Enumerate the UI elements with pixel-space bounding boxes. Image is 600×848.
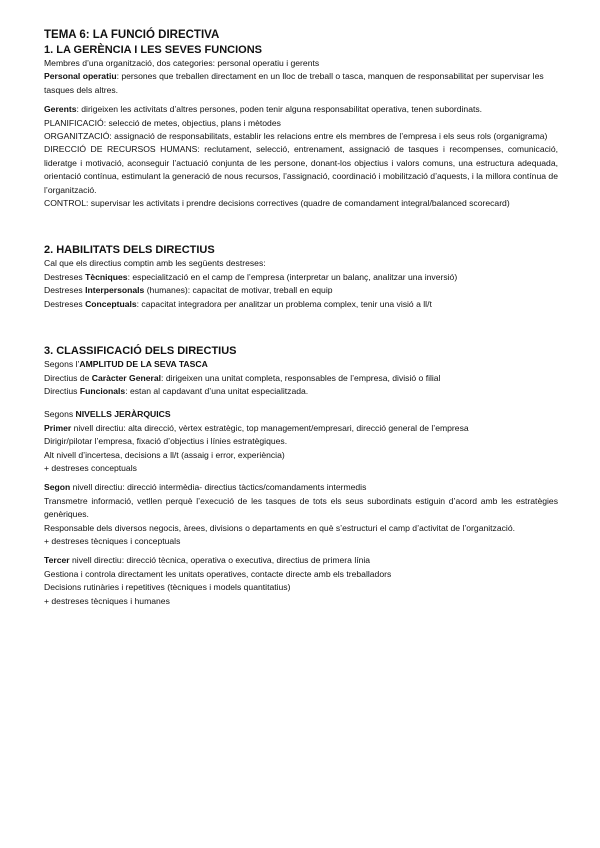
destreses-prefix: Destreses	[44, 298, 86, 309]
funcionals-line	[44, 385, 558, 398]
nivells-line	[44, 408, 558, 421]
section-1-heading: 1. LA GERÈNCIA I LES SEVES FUNCIONS	[44, 44, 262, 56]
primer-term: Primer	[44, 422, 72, 433]
general-prefix: Directius de	[44, 372, 92, 383]
primer-line-2: Alt nivell d’incertesa, decisions a ll/t (assaig i error, experiència)	[44, 449, 285, 460]
document-title: TEMA 6: LA FUNCIÓ DIRECTIVA	[44, 29, 220, 41]
tercer-nivell-line	[44, 554, 558, 567]
amplitud-line	[44, 358, 558, 371]
destreses-interpersonals-term: Interpersonals	[85, 285, 145, 296]
segon-term: Segon	[44, 482, 71, 493]
section-2-intro: Cal que els directius comptin amb les següents destreses:	[44, 258, 266, 269]
gerents-text: : dirigeixen les activitats d’altres persones, poden tenir alguna responsabilitat operativa, tenen subordinats.	[76, 104, 483, 115]
control-paragraph: CONTROL: supervisar les activitats i prendre decisions correctives (quadre de comandament integral/balanced scorecard)	[44, 198, 510, 209]
destreses-tecniques-term: Tècniques	[85, 271, 128, 282]
destreses-conceptuals-term: Conceptuals	[85, 298, 137, 309]
segon-line-2: Responsable dels diversos negocis, àrees, divisions o departaments en què s’estructuri el camp d’activitat de l’organització.	[44, 522, 515, 533]
tercer-line-3: + destreses tècniques i humanes	[44, 595, 170, 606]
segon-text: nivell directiu: direcció intermèdia- directius tàctics/comandaments intermedis	[70, 482, 367, 493]
primer-text: nivell directiu: alta direcció, vèrtex estratègic, top management/empresari, direcció general de l’empresa	[71, 422, 469, 433]
destreses-conceptuals-text: : capacitat integradora per analitzar un problema complex, tenir una visió a ll/t	[136, 298, 432, 309]
amplitud-term: AMPLITUD DE LA SEVA TASCA	[79, 359, 208, 370]
segon-line-1: Transmetre informació, vetllen perquè l’execució de les tasques de tots els seus subordinats estiguin d’acord amb les estratègies genèriques.	[44, 495, 558, 520]
personal-operatiu-text: : persones que treballen directament en un lloc de treball o tasca, manquen de responsabilitat per supervisar les tasques dels altres.	[44, 71, 544, 95]
destreses-interpersonals	[44, 284, 558, 297]
destreses-prefix: Destreses	[44, 285, 86, 296]
direccio-paragraph: DIRECCIÓ DE RECURSOS HUMANS: reclutament, selecció, entrenament, assignació de tasques i recompenses, comunicació, lideratge i motivació, aconseguir l’actuació conjunta de les persone, donant-los objectius i valors comuns, una estructura adequada, orientació contínua, estimulant la generació de nous recursos, l’assignació, coordinació i mobilització d’aquests, i la millora contínua de l’organització.	[44, 144, 558, 195]
section-3-heading: 3. CLASSIFICACIÓ DELS DIRECTIUS	[44, 345, 237, 358]
tercer-term: Tercer	[44, 555, 70, 566]
tercer-text: nivell directiu: direcció tècnica, operativa o executiva, directius de primera línia	[69, 555, 371, 566]
general-text: : dirigeixen una unitat completa, responsables de l’empresa, divisió o filial	[161, 372, 441, 383]
segon-line-3: + destreses tècniques i conceptuals	[44, 535, 181, 546]
primer-line-3: + destreses conceptuals	[44, 462, 137, 473]
segon-nivell-line	[44, 481, 558, 494]
destreses-interpersonals-text: (humanes): capacitat de motivar, treball en equip	[144, 285, 333, 296]
gerents-term: Gerents	[44, 104, 77, 115]
organitzacio-paragraph: ORGANITZACIÓ: assignació de responsabilitats, establir les relacions entre els membres de l’empresa i els seus rols (organigrama)	[44, 131, 548, 142]
personal-operatiu-paragraph	[44, 70, 558, 97]
destreses-conceptuals	[44, 298, 558, 311]
destreses-prefix: Destreses	[44, 271, 86, 282]
tercer-line-1: Gestiona i controla directament les unitats operatives, contacte directe amb els treballadors	[44, 568, 392, 579]
funcionals-prefix: Directius	[44, 385, 80, 396]
tercer-line-2: Decisions rutinàries i repetitives (tècniques i models quantitatius)	[44, 582, 291, 593]
amplitud-prefix: Segons l’	[44, 359, 80, 370]
section-2-heading: 2. HABILITATS DELS DIRECTIUS	[44, 244, 215, 257]
destreses-tecniques-text: : especialització en el camp de l’empresa (interpretar un balanç, analitzar una inversió)	[127, 271, 458, 282]
personal-operatiu-term: Personal operatiu	[44, 71, 117, 82]
funcionals-term: Funcionals	[79, 385, 126, 396]
funcionals-text: : estan al capdavant d’una unitat especialitzada.	[125, 385, 309, 396]
primer-line-1: Dirigir/pilotar l’empresa, fixació d’objectius i línies estratègiques.	[44, 436, 288, 447]
gerents-paragraph	[44, 103, 558, 116]
caracter-general-line	[44, 372, 558, 385]
nivells-term: NIVELLS JERÀRQUICS	[75, 409, 171, 420]
destreses-tecniques	[44, 271, 558, 284]
section-1-intro: Membres d’una organització, dos categories: personal operatiu i gerents	[44, 58, 320, 68]
general-term: Caràcter General	[91, 372, 162, 383]
nivells-prefix: Segons	[44, 409, 76, 420]
planificacio-line: PLANIFICACIÓ: selecció de metes, objectius, plans i mètodes	[44, 117, 281, 128]
document-page	[44, 28, 558, 608]
primer-nivell-line	[44, 422, 558, 435]
